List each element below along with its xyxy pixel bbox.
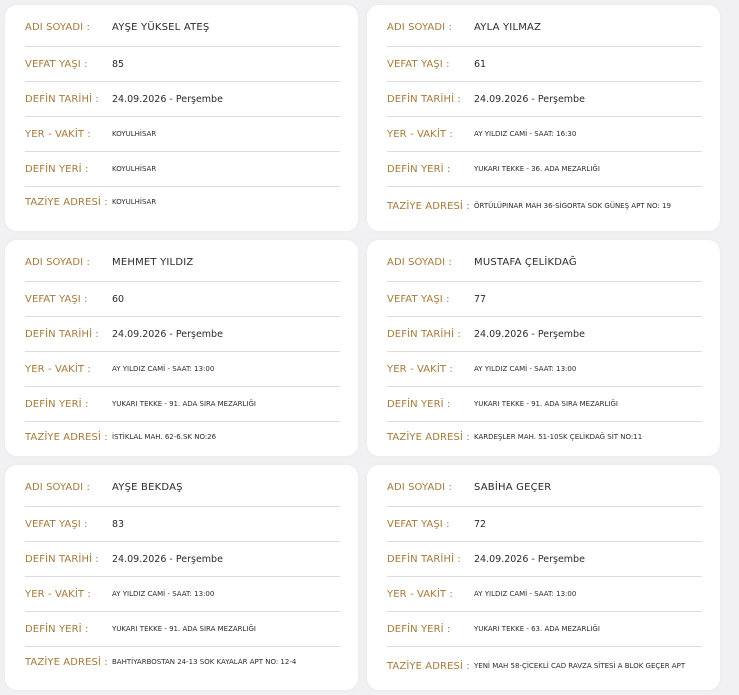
place-time-row	[25, 117, 340, 152]
condolence-address-value: YENİ MAH 58-ÇİCEKLİ CAD RAVZA SİTESİ A BLOK GEÇER APT	[474, 661, 686, 670]
burial-date-label: DEFİN TARİHİ :	[387, 553, 461, 565]
age-row	[25, 507, 340, 542]
obituary-card	[5, 465, 358, 690]
age-value: 83	[112, 518, 125, 530]
age-label: VEFAT YAŞI :	[25, 58, 88, 70]
burial-date-row	[25, 542, 340, 577]
name-value: MEHMET YILDIZ	[112, 256, 194, 268]
place-time-value: KOYULHİSAR	[112, 129, 157, 138]
condolence-address-value: İSTİKLAL MAH. 62-6.SK NO:26	[112, 432, 217, 441]
condolence-address-row	[387, 187, 702, 225]
burial-place-value: KOYULHİSAR	[112, 164, 157, 173]
burial-place-label: DEFİN YERİ :	[25, 623, 89, 635]
place-time-label: YER - VAKİT :	[25, 363, 91, 375]
place-time-row	[25, 352, 340, 387]
age-value: 72	[474, 518, 487, 530]
name-value: MUSTAFA ÇELİKDAĞ	[474, 256, 577, 268]
burial-date-row	[387, 542, 702, 577]
burial-date-row	[25, 82, 340, 117]
burial-place-label: DEFİN YERİ :	[387, 398, 451, 410]
name-row	[25, 240, 340, 282]
place-time-label: YER - VAKİT :	[25, 588, 91, 600]
burial-date-value: 24.09.2026 - Perşembe	[474, 553, 585, 565]
age-row	[25, 282, 340, 317]
obituary-card	[5, 240, 358, 456]
name-value: AYŞE YÜKSEL ATEŞ	[112, 21, 210, 33]
age-row	[387, 507, 702, 542]
place-time-value: AY YILDIZ CAMİ - SAAT: 13:00	[474, 364, 577, 373]
burial-date-label: DEFİN TARİHİ :	[387, 328, 461, 340]
name-label: ADI SOYADI :	[387, 256, 452, 268]
place-time-row	[387, 117, 702, 152]
burial-date-value: 24.09.2026 - Perşembe	[112, 553, 223, 565]
burial-date-value: 24.09.2026 - Perşembe	[112, 93, 223, 105]
age-row	[387, 47, 702, 82]
place-time-value: AY YILDIZ CAMİ - SAAT: 13:00	[112, 364, 215, 373]
name-row	[387, 5, 702, 47]
burial-date-value: 24.09.2026 - Perşembe	[112, 328, 223, 340]
condolence-address-row	[25, 647, 340, 677]
age-value: 60	[112, 293, 125, 305]
age-value: 85	[112, 58, 125, 70]
place-time-label: YER - VAKİT :	[387, 363, 453, 375]
burial-place-row	[25, 152, 340, 187]
age-value: 61	[474, 58, 487, 70]
burial-date-row	[387, 317, 702, 352]
obituary-card	[367, 5, 720, 231]
condolence-address-value: BAHTİYARBOSTAN 24-13 SOK KAYALAR APT NO: 12-4	[112, 657, 297, 666]
age-label: VEFAT YAŞI :	[25, 518, 88, 530]
age-label: VEFAT YAŞI :	[387, 518, 450, 530]
condolence-address-label: TAZİYE ADRESİ :	[25, 656, 108, 668]
condolence-address-value: KARDEŞLER MAH. 51-10SK ÇELİKDAĞ SİT NO:11	[474, 432, 643, 441]
burial-date-label: DEFİN TARİHİ :	[25, 93, 99, 105]
obituary-card	[367, 240, 720, 456]
condolence-address-label: TAZİYE ADRESİ :	[387, 660, 470, 672]
age-row	[387, 282, 702, 317]
place-time-label: YER - VAKİT :	[387, 128, 453, 140]
name-value: AYŞE BEKDAŞ	[112, 481, 183, 493]
name-row	[387, 240, 702, 282]
burial-place-label: DEFİN YERİ :	[387, 163, 451, 175]
burial-date-label: DEFİN TARİHİ :	[25, 553, 99, 565]
burial-place-label: DEFİN YERİ :	[25, 398, 89, 410]
name-label: ADI SOYADI :	[25, 481, 90, 493]
burial-date-row	[25, 317, 340, 352]
place-time-value: AY YILDIZ CAMİ - SAAT: 13:00	[112, 589, 215, 598]
name-row	[25, 5, 340, 47]
burial-date-label: DEFİN TARİHİ :	[25, 328, 99, 340]
name-label: ADI SOYADI :	[25, 256, 90, 268]
condolence-address-value: ÖRTÜLÜPINAR MAH 36-SİGORTA SOK GÜNEŞ APT NO: 19	[474, 201, 671, 210]
condolence-address-row	[387, 647, 702, 685]
name-row	[25, 465, 340, 507]
condolence-address-row	[387, 422, 702, 452]
name-label: ADI SOYADI :	[387, 21, 452, 33]
burial-place-value: YUKARI TEKKE - 91. ADA SIRA MEZARLIĞI	[474, 399, 618, 408]
place-time-label: YER - VAKİT :	[25, 128, 91, 140]
name-row	[387, 465, 702, 507]
place-time-row	[387, 577, 702, 612]
burial-date-value: 24.09.2026 - Perşembe	[474, 328, 585, 340]
condolence-address-label: TAZİYE ADRESİ :	[25, 196, 108, 208]
obituary-card	[367, 465, 720, 690]
burial-place-value: YUKARI TEKKE - 91. ADA SIRA MEZARLIĞI	[112, 399, 256, 408]
burial-date-row	[387, 82, 702, 117]
burial-date-value: 24.09.2026 - Perşembe	[474, 93, 585, 105]
burial-place-value: YUKARI TEKKE - 91. ADA SIRA MEZARLIĞI	[112, 624, 256, 633]
place-time-value: AY YILDIZ CAMİ - SAAT: 16:30	[474, 129, 577, 138]
age-row	[25, 47, 340, 82]
burial-place-row	[387, 387, 702, 422]
place-time-row	[25, 577, 340, 612]
burial-place-row	[25, 612, 340, 647]
condolence-address-row	[25, 422, 340, 452]
age-label: VEFAT YAŞI :	[387, 293, 450, 305]
age-label: VEFAT YAŞI :	[25, 293, 88, 305]
burial-place-value: YUKARI TEKKE - 36. ADA MEZARLIĞI	[474, 164, 600, 173]
place-time-row	[387, 352, 702, 387]
burial-place-label: DEFİN YERİ :	[25, 163, 89, 175]
condolence-address-value: KOYULHİSAR	[112, 197, 157, 206]
condolence-address-label: TAZİYE ADRESİ :	[25, 431, 108, 443]
burial-place-row	[387, 152, 702, 187]
condolence-address-row	[25, 187, 340, 217]
condolence-address-label: TAZİYE ADRESİ :	[387, 200, 470, 212]
place-time-label: YER - VAKİT :	[387, 588, 453, 600]
name-label: ADI SOYADI :	[25, 21, 90, 33]
condolence-address-label: TAZİYE ADRESİ :	[387, 431, 470, 443]
age-value: 77	[474, 293, 487, 305]
obituary-card	[5, 5, 358, 231]
burial-place-row	[25, 387, 340, 422]
burial-place-row	[387, 612, 702, 647]
name-value: SABİHA GEÇER	[474, 481, 552, 493]
name-label: ADI SOYADI :	[387, 481, 452, 493]
burial-date-label: DEFİN TARİHİ :	[387, 93, 461, 105]
age-label: VEFAT YAŞI :	[387, 58, 450, 70]
burial-place-value: YUKARI TEKKE - 63. ADA MEZARLIĞI	[474, 624, 600, 633]
burial-place-label: DEFİN YERİ :	[387, 623, 451, 635]
place-time-value: AY YILDIZ CAMİ - SAAT: 13:00	[474, 589, 577, 598]
name-value: AYLA YILMAZ	[474, 21, 542, 33]
